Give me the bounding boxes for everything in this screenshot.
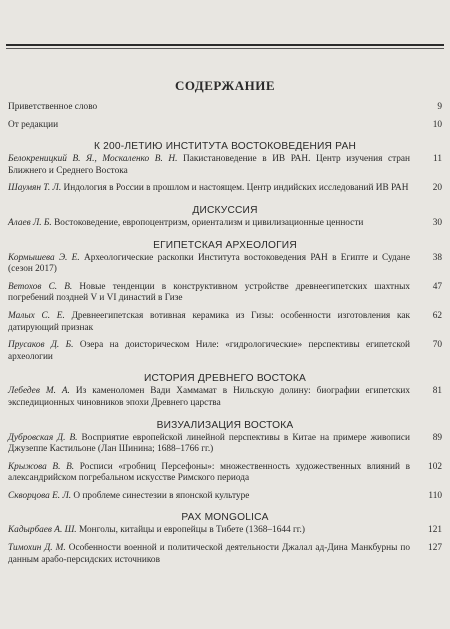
toc-entry <box>8 433 442 456</box>
entry-page: 89 <box>432 432 442 443</box>
entry-title: Особенности военной и политической деятельности Джалал ад-Дина Манкбурны по данным арабо-персидских источников <box>8 543 410 565</box>
entry-author: Кормышева Э. Е. <box>8 252 80 263</box>
entry-page: 47 <box>432 281 442 292</box>
toc-entry <box>8 462 442 485</box>
top-rule-thin <box>6 48 444 49</box>
toc-entry <box>8 218 442 230</box>
entry-title: Приветственное слово <box>8 102 98 112</box>
entry-title: Пакистановедение в ИВ РАН. Центр изучения стран Ближнего и Среднего Востока <box>8 154 411 176</box>
entry-author: Малых С. Е. <box>8 310 65 321</box>
entry-page: 38 <box>432 252 442 263</box>
toc-entry <box>8 183 442 195</box>
toc-entry <box>8 154 442 177</box>
toc-entry <box>8 311 442 334</box>
page-title: СОДЕРЖАНИЕ <box>174 78 276 93</box>
entry-title: Древнеегипетская вотивная керамика из Гизы: особенности изготовления как датирующий признак <box>8 310 410 333</box>
section-heading: ДИСКУССИЯ <box>192 204 258 216</box>
entry-page: 30 <box>432 217 442 228</box>
top-rule <box>6 44 444 46</box>
entry-page: 102 <box>428 461 442 472</box>
section-heading: PAX MONGOLICA <box>181 512 269 524</box>
section-heading: ЕГИПЕТСКАЯ АРХЕОЛОГИЯ <box>153 239 297 251</box>
entry-title: О проблеме синестезии в японской культуре <box>73 490 250 501</box>
entry-title: От редакции <box>8 119 59 130</box>
toc-entry-front-2 <box>8 120 442 132</box>
entry-page: 62 <box>432 310 442 321</box>
entry-page: 70 <box>432 340 442 351</box>
entry-author: Шаумян Т. Л. <box>8 183 62 194</box>
toc-entry <box>8 491 442 503</box>
entry-author: Алаев Л. Б. <box>8 217 52 228</box>
entry-title: Новые тенденции в конструктивном устройстве древнеегипетских шахтных погребений поздней V и VI династий в Гизе <box>8 281 410 304</box>
toc-entry <box>8 386 442 409</box>
entry-page: 20 <box>432 183 442 194</box>
section-heading: ВИЗУАЛИЗАЦИЯ ВОСТОКА <box>156 419 294 431</box>
entry-page: 110 <box>428 490 442 501</box>
section-heading: ИСТОРИЯ ДРЕВНЕГО ВОСТОКА <box>143 373 307 385</box>
entry-author: Лебедев М. А. <box>8 386 70 397</box>
entry-title: Из каменоломен Вади Хаммамат в Нильскую долину: биографии египетских экспедиционных чиновников эпохи Древнего царства <box>8 386 410 408</box>
entry-author: Кадырбаев А. Ш. <box>8 525 77 536</box>
toc-entry <box>8 253 442 276</box>
entry-title: Монголы, китайцы и европейцы в Тибете (1368–1644 гг.) <box>78 525 305 536</box>
entry-author: Дубровская Д. В. <box>8 432 78 443</box>
entry-author: Скворцова Е. Л. <box>8 490 72 501</box>
entry-author: Крыжова В. В. <box>8 461 75 472</box>
entry-author: Белокреницкий В. Я., Москаленко В. Н. <box>8 154 178 165</box>
entry-author: Тимохин Д. М. <box>8 543 66 554</box>
entry-title: Росписи «гробниц Персефоны»: множественность художественных влияний в александрийском погребальном искусстве Римского периода <box>8 461 410 484</box>
toc-entry <box>8 543 442 566</box>
toc-entry-front-1 <box>8 102 442 114</box>
entry-author: Прусаков Д. Б. <box>8 340 74 351</box>
toc-entry <box>8 282 442 305</box>
entry-page: 9 <box>437 102 442 112</box>
entry-page: 127 <box>428 543 442 554</box>
entry-author: Ветохов С. В. <box>8 281 73 292</box>
entry-title: Археологические раскопки Института востоковедения РАН в Египте и Судане (сезон 2017) <box>8 252 410 275</box>
toc-entry <box>8 525 442 537</box>
entry-page: 10 <box>432 119 442 130</box>
entry-page: 11 <box>433 154 442 165</box>
entry-title: Востоковедение, европоцентризм, ориентализм и цивилизационные ценности <box>54 217 364 228</box>
entry-page: 121 <box>428 525 442 536</box>
section-heading: К 200-ЛЕТИЮ ИНСТИТУТА ВОСТОКОВЕДЕНИЯ РАН <box>94 141 356 153</box>
entry-title: Индология в России в прошлом и настоящем. Центр индийских исследований ИВ РАН <box>63 183 409 194</box>
toc-entry <box>8 340 442 363</box>
entry-title: Восприятие европейской линейной перспективы в Китае на примере живописи Джузеппе Кастильоне (Лан Шинина; 1688–1766 гг.) <box>8 432 410 455</box>
entry-title: Озера на доисторическом Ниле: «гидрологические» перспективы египетской археологии <box>8 340 410 362</box>
entry-page: 81 <box>432 386 442 397</box>
table-of-contents <box>8 78 442 566</box>
